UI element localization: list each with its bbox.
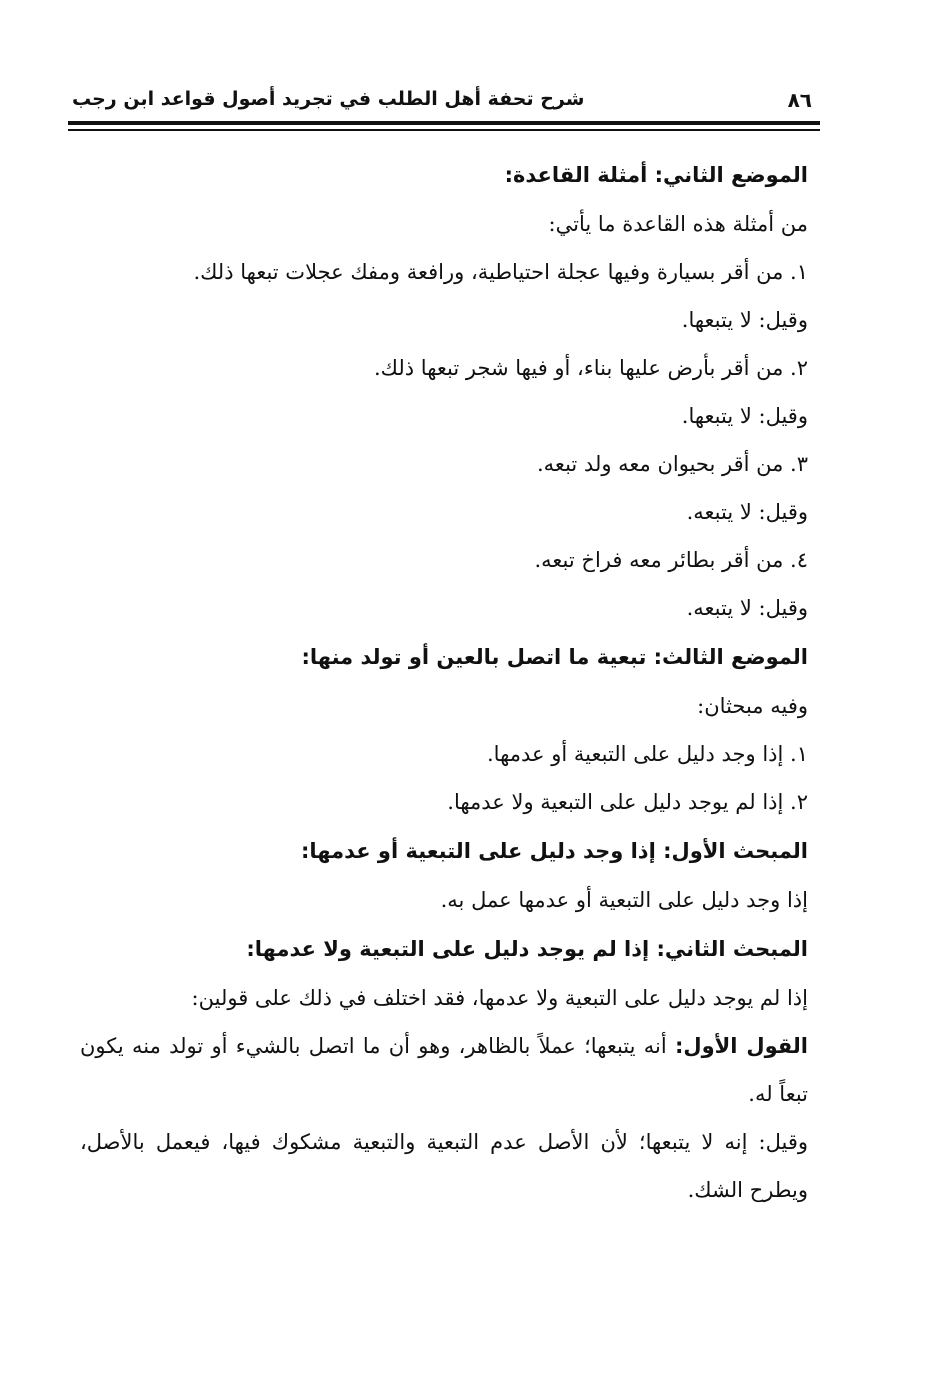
section3-item-2: ٢. إذا لم يوجد دليل على التبعية ولا عدمها.: [447, 790, 808, 814]
first-opinion-text: أنه يتبعها؛ عملاً بالظاهر، وهو أن ما اتصل بالشيء أو تولد منه يكون تبعاً له.: [80, 1034, 808, 1106]
topic2-text: إذا لم يوجد دليل على التبعية ولا عدمها، فقد اختلف في ذلك على قولين:: [191, 986, 808, 1010]
topic2-heading: المبحث الثاني: إذا لم يوجد دليل على التبعية ولا عدمها:: [246, 937, 808, 961]
topic1-heading: المبحث الأول: إذا وجد دليل على التبعية أو عدمها:: [301, 839, 808, 863]
example-1-alt: وقيل: لا يتبعها.: [681, 308, 808, 332]
example-3-alt: وقيل: لا يتبعه.: [686, 500, 808, 524]
header-rule-thick: [68, 121, 820, 125]
page-body: [80, 150, 808, 1214]
example-2: ٢. من أقر بأرض عليها بناء، أو فيها شجر تبعها ذلك.: [374, 356, 808, 380]
section2-heading: الموضع الثاني: أمثلة القاعدة:: [504, 163, 808, 187]
second-opinion: وقيل: إنه لا يتبعها؛ لأن الأصل عدم التبعية والتبعية مشكوك فيها، فيعمل بالأصل، ويطرح الشك.: [80, 1130, 808, 1202]
section3-item-1: ١. إذا وجد دليل على التبعية أو عدمها.: [487, 742, 808, 766]
running-title: شرح تحفة أهل الطلب في تجريد أصول قواعد ابن رجب: [72, 88, 585, 110]
example-1: ١. من أقر بسيارة وفيها عجلة احتياطية، ورافعة ومفك عجلات تبعها ذلك.: [193, 260, 808, 284]
section3-intro: وفيه مبحثان:: [697, 694, 808, 718]
topic1-text: إذا وجد دليل على التبعية أو عدمها عمل به.: [440, 888, 808, 912]
section2-intro: من أمثلة هذه القاعدة ما يأتي:: [548, 212, 808, 236]
header-rule-thin: [68, 129, 820, 131]
example-2-alt: وقيل: لا يتبعها.: [681, 404, 808, 428]
example-4-alt: وقيل: لا يتبعه.: [686, 596, 808, 620]
page-header: [68, 82, 820, 118]
example-4: ٤. من أقر بطائر معه فراخ تبعه.: [534, 548, 808, 572]
first-opinion-label: القول الأول:: [675, 1034, 809, 1058]
page-number: ٨٦: [787, 88, 812, 112]
section3-heading: الموضع الثالث: تبعية ما اتصل بالعين أو تولد منها:: [301, 645, 808, 669]
example-3: ٣. من أقر بحيوان معه ولد تبعه.: [537, 452, 808, 476]
first-opinion: [80, 1022, 808, 1118]
